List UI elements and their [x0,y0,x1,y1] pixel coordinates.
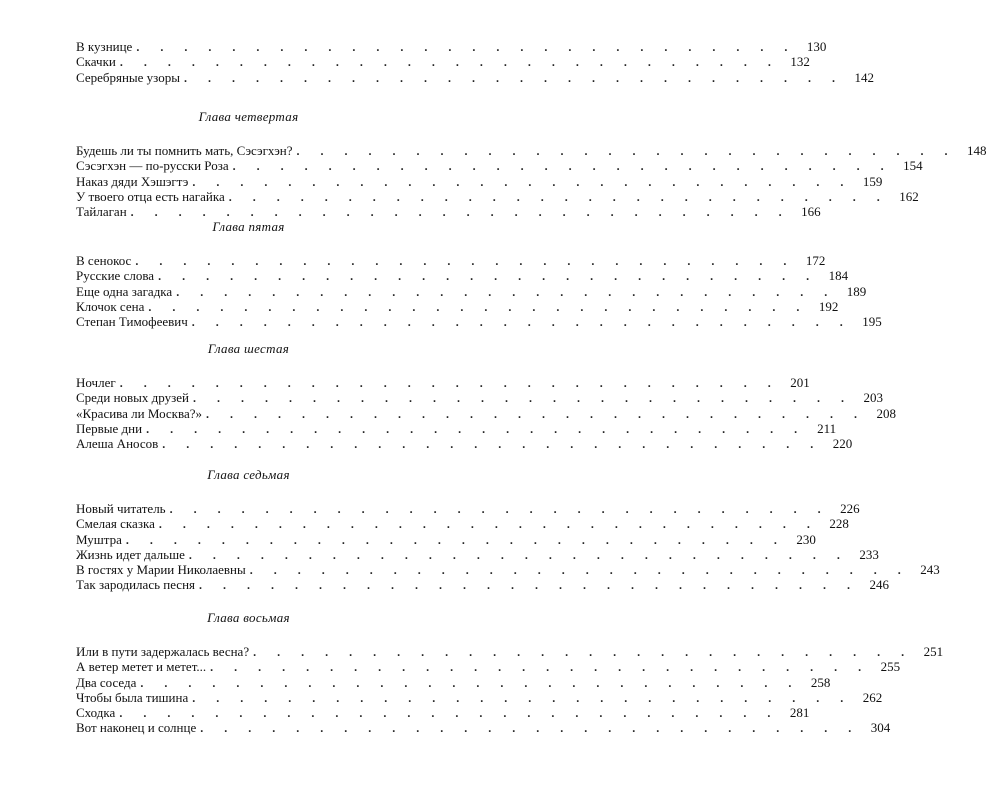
toc-entry-title: В гостях у Марии Николаевны [76,562,250,577]
toc-entry-page: 220 [822,436,852,451]
toc-chapter [76,218,882,330]
dot-leader: . . . . . . . . . . . . . . . . . . . . . . . . . . . . [232,159,893,174]
toc-entry-title: Сходка [76,705,119,720]
dot-leader: . . . . . . . . . . . . . . . . . . . . . . . . . . . . [210,660,871,675]
toc-entry-page: 262 [852,690,882,705]
toc-entry-page: 211 [806,421,836,436]
dot-leader: . . . . . . . . . . . . . . . . . . . . . . . . . . . . [162,437,823,452]
toc-entry[interactable] [76,705,810,721]
chapter-heading: Глава восьмая [207,610,290,625]
toc-entry[interactable] [76,659,901,675]
toc-entry-page: 184 [818,268,848,283]
toc-entry[interactable] [76,253,826,268]
toc-entry-page: 154 [893,158,923,173]
toc-entry-title: Жизнь идет дальше [76,547,189,562]
toc-entry-page: 258 [800,675,830,690]
toc-entry[interactable] [76,546,879,562]
toc-entry[interactable] [76,501,860,516]
dot-leader: . . . . . . . . . . . . . . . . . . . . . . . . . . . . [130,205,791,220]
toc-entry-title: Среди новых друзей [76,390,193,405]
toc-entry-title: В кузнице [76,39,136,54]
toc-entry-title: У твоего отца есть нагайка [76,189,229,204]
toc-entry[interactable] [76,720,891,736]
dot-leader: . . . . . . . . . . . . . . . . . . . . . . . . . . . . [206,406,867,421]
toc-entry[interactable] [76,436,853,452]
dot-leader: . . . . . . . . . . . . . . . . . . . . . . . . . . . . [199,578,860,593]
toc-entry-page: 195 [852,314,882,329]
chapter-heading: Глава шестая [207,341,290,356]
toc-entry-page: 192 [808,299,838,314]
toc-entry-title: А ветер метет и метет... [76,659,210,674]
dot-leader: . . . . . . . . . . . . . . . . . . . . . . . . . . . . [158,269,819,284]
chapter-heading: Глава четвертая [198,109,299,124]
dot-leader: . . . . . . . . . . . . . . . . . . . . . . . . . . . . [136,40,797,54]
toc-entry-page: 226 [830,501,860,516]
toc-entry-title: Ночлег [76,375,120,390]
toc-entry[interactable] [76,314,882,330]
toc-entry-title: Будешь ли ты помнить мать, Сэсэгхэн? [76,143,297,158]
dot-leader: . . . . . . . . . . . . . . . . . . . . . . . . . . . . [119,706,780,721]
dot-leader: . . . . . . . . . . . . . . . . . . . . . . . . . . . . [192,690,853,705]
toc-entry-title: Смелая сказка [76,516,159,531]
toc-entry-page: 201 [780,375,810,390]
toc-entry-page: 208 [866,406,896,421]
dot-leader: . . . . . . . . . . . . . . . . . . . . . . . . . . . . [200,721,861,736]
toc-entry-page: 172 [795,253,825,268]
toc-entry-page: 166 [791,204,821,219]
toc-entry-title: Первые дни [76,421,146,436]
dot-leader: . . . . . . . . . . . . . . . . . . . . . . . . . . . . [176,284,837,299]
toc-entry-title: Скачки [76,54,120,69]
toc-entry[interactable] [76,577,890,593]
toc-entry[interactable] [76,405,897,421]
toc-entry[interactable] [76,158,923,174]
toc-entry-page: 233 [849,547,879,562]
toc-entry[interactable] [76,562,940,578]
toc-entry[interactable] [76,375,810,390]
toc-entry[interactable] [76,268,849,284]
toc-entry[interactable] [76,173,883,189]
toc-chapter [76,340,897,452]
toc-entry[interactable] [76,689,883,705]
toc-entry-page: 255 [870,659,900,674]
toc-entry-title: Новый читатель [76,501,170,516]
toc-entry-page: 246 [859,577,889,592]
toc-entry-title: Чтобы была тишина [76,690,192,705]
dot-leader: . . . . . . . . . . . . . . . . . . . . . . . . . . . . [169,502,830,516]
toc-entry-title: «Красива ли Москва?» [76,406,206,421]
dot-leader: . . . . . . . . . . . . . . . . . . . . . . . . . . . . [135,254,796,268]
dot-leader: . . . . . . . . . . . . . . . . . . . . . . . . . . . . [140,675,801,690]
dot-leader: . . . . . . . . . . . . . . . . . . . . . . . . . . . . [158,517,819,532]
dot-leader: . . . . . . . . . . . . . . . . . . . . . . . . . . . . [296,144,957,158]
dot-leader: . . . . . . . . . . . . . . . . . . . . . . . . . . . . [148,299,809,314]
dot-leader: . . . . . . . . . . . . . . . . . . . . . . . . . . . . [125,532,786,547]
toc-entry-page: 230 [786,532,816,547]
dot-leader: . . . . . . . . . . . . . . . . . . . . . . . . . . . . [119,55,780,70]
toc-chapter [76,108,987,220]
toc-entry-title: Русские слова [76,268,158,283]
toc-entry[interactable] [76,516,849,532]
toc-chapter [76,466,940,593]
toc-entry-title: Сэсэгхэн — по-русски Роза [76,158,233,173]
toc-entry-page: 203 [853,390,883,405]
toc-entry[interactable] [76,69,874,85]
dot-leader: . . . . . . . . . . . . . . . . . . . . . . . . . . . . [183,70,844,85]
dot-leader: . . . . . . . . . . . . . . . . . . . . . . . . . . . . [253,645,914,659]
toc-entry-title: Муштра [76,532,126,547]
toc-entry-page: 281 [779,705,809,720]
toc-entry-page: 130 [796,39,826,54]
toc-entry-title: Алеша Аносов [76,436,162,451]
toc-entry-title: Клочок сена [76,299,148,314]
toc-entry[interactable] [76,420,837,436]
toc-entry[interactable] [76,674,831,690]
toc-entry-title: Серебряные узоры [76,70,184,85]
dot-leader: . . . . . . . . . . . . . . . . . . . . . . . . . . . . [228,189,889,204]
dot-leader: . . . . . . . . . . . . . . . . . . . . . . . . . . . . [188,547,849,562]
dot-leader: . . . . . . . . . . . . . . . . . . . . . . . . . . . . [146,421,807,436]
toc-entry-page: 142 [844,70,874,85]
toc-entry-page: 132 [780,54,810,69]
toc-entry-page: 228 [819,516,849,531]
toc-entry-page: 189 [836,284,866,299]
toc-entry[interactable] [76,298,839,314]
toc-entry[interactable] [76,39,827,54]
toc-entry[interactable] [76,188,919,204]
toc-entry-title: Еще одна загадка [76,284,176,299]
dot-leader: . . . . . . . . . . . . . . . . . . . . . . . . . . . . [192,391,853,406]
dot-leader: . . . . . . . . . . . . . . . . . . . . . . . . . . . . [192,174,853,189]
toc-entry-page: 251 [913,644,943,659]
toc-entry-page: 304 [860,720,890,735]
toc-entry-title: Тайлаган [76,204,131,219]
dot-leader: . . . . . . . . . . . . . . . . . . . . . . . . . . . . [249,563,910,578]
chapter-heading: Глава седьмая [207,467,290,482]
dot-leader: . . . . . . . . . . . . . . . . . . . . . . . . . . . . [119,376,780,390]
toc-entry-title: Два соседа [76,675,140,690]
toc-entry-title: Так зародилась песня [76,577,199,592]
toc-entry[interactable] [76,390,883,406]
dot-leader: . . . . . . . . . . . . . . . . . . . . . . . . . . . . [191,315,852,330]
toc-entry-title: Наказ дяди Хэшэгтэ [76,174,192,189]
toc-entry-page: 148 [957,143,987,158]
toc-entry[interactable] [76,54,810,70]
toc-entry-title: Или в пути задержалась весна? [76,644,253,659]
toc-entry[interactable] [76,283,867,299]
toc-chapter [76,609,944,736]
chapter-heading: Глава пятая [212,219,285,234]
toc-section-top [76,39,874,85]
toc-entry[interactable] [76,531,816,547]
toc-entry[interactable] [76,143,987,158]
toc-entry[interactable] [76,644,944,659]
toc-entry-title: Степан Тимофеевич [76,314,192,329]
toc-entry-page: 162 [889,189,919,204]
toc-entry-title: Вот наконец и солнце [76,720,200,735]
toc-entry-title: В сенокос [76,253,135,268]
toc-entry-page: 159 [852,174,882,189]
toc-entry-page: 243 [910,562,940,577]
